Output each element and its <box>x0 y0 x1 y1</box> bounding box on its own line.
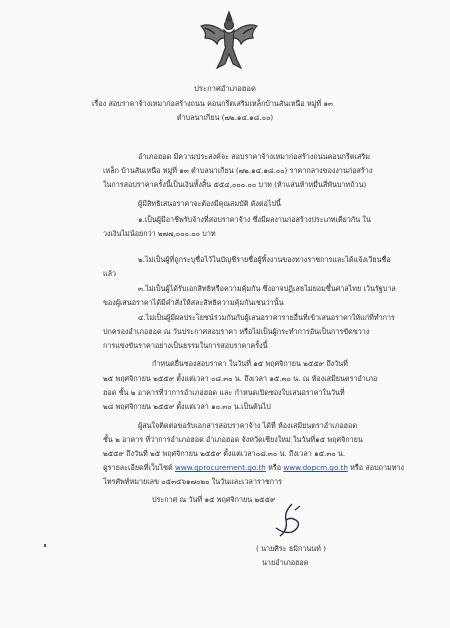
paragraph-line: ๒๘ พฤศจิกายน ๒๕๕๙ ตั้งแต่เวลา ๑๐.๓๐ น.เป็นต้นไป <box>103 402 271 411</box>
paragraph-line: ๔.ไม่เป็นผู้มีผลประโยชน์ร่วมกันกับผู้เสนอราคารายอื่นที่เข้าเสนอราคาให้แก่ที่ทำการ <box>138 313 395 322</box>
garuda-emblem-icon <box>197 8 261 74</box>
paragraph-line: ในการสอบราคาครั้งนี้เป็นเงินทั้งสิ้น ๕๕๔,๐๐๐.๐๐ บาท (ห้าแสนห้าหมื่นสี่พันบาทถ้วน) <box>103 180 367 189</box>
paragraph-line: ผู้สนใจติดต่อขอรับเอกสารสอบราคาจ้าง ได้ที่ ห้องเสมียนตราอำเภอฮอด <box>138 421 358 430</box>
website-prefix: ดูรายละเอียดที่เว็บไซต์ <box>103 463 173 472</box>
subject-line-2: ตำบลนาเกียน (๗๒.๑๔.๑๘.๐๐) <box>176 113 274 122</box>
subject-text: สอบราคาจ้างเหมาก่อสร้างถนน คอนกรีตเสริมเหล็กบ้านสันเหนือ หมู่ที่ ๑๓ <box>108 99 333 108</box>
phone-line: โทรศัพท์หมายเลข ๐๕๓๔๖๑๗๐๒๐ ในวันและเวลาราชการ <box>103 477 283 486</box>
paragraph-line: ของผู้เสนอราคาได้มีคำสั่งให้สละสิทธิความคุ้มกันเช่นว่านั้น <box>103 298 284 307</box>
signer-name: ( นายศิระ ธมิกานนท์ ) <box>256 544 326 553</box>
dopcm-link[interactable]: www.dopcm.go.th <box>283 463 348 472</box>
paragraph-line: ๑.เป็นผู้มีอาชีพรับจ้างที่สอบราคาจ้าง ซึ่งมีผลงานก่อสร้างประเภทเดียวกัน ใน <box>138 215 371 224</box>
paragraph-line: อำเภอฮอด มีความประสงค์จะ สอบราคาจ้างเหมาก่อสร้างถนนคอนกรีตเสริม <box>138 152 370 161</box>
subject-prefix: เรื่อง <box>92 99 107 108</box>
gprocurement-link[interactable]: www.gprocurement.go.th <box>174 463 266 472</box>
paragraph-line: เหล็ก บ้านสันเหนือ หมู่ที่ ๑๓ ตำบลนาเกียน (๗๒.๑๔.๑๘.๐๐) ราคากลางของงานก่อสร้าง <box>103 166 373 175</box>
paragraph-line: ฮอด ชั้น ๒ อาคารที่ว่าการอำเภอฮอด และ กำหนดเปิดซองใบเสนอราคาในวันที่ <box>103 388 345 397</box>
scan-speck <box>44 544 46 547</box>
paragraph-line: แล้ว <box>103 269 117 278</box>
paragraph-line: ผู้มีสิทธิเสนอราคาจะต้องมีคุณสมบัติ ดังต่อไปนี้ <box>138 199 281 208</box>
paragraph-line: ชั้น ๒ อาคาร ที่ว่าการอำเภอฮอด อำเภอฮอด จังหวัดเชียงใหม่ ในวันที่๑๕ พฤศจิกายน <box>103 435 363 444</box>
paragraph-line: ๒๕๕๙ ถึงวันที่ ๒๕ พฤศจิกายน ๒๕๕๙ ตั้งแต่เวลา๐๘.๓๐ น. ถึงเวลา ๑๕.๓๐ น. <box>103 449 346 458</box>
subject-line-1 <box>92 99 333 108</box>
org-title: ประกาศอำเภอฮอด <box>194 84 256 93</box>
website-or: หรือ <box>268 463 282 472</box>
signer-title: นายอำเภอฮอด <box>262 558 309 567</box>
paragraph-line: ๒๕ พฤศจิกายน ๒๕๕๙ ตั้งแต่เวลา ๐๘.๓๐ น. ถึงเวลา ๑๕.๓๐ น. ณ ห้องเสมียนตราอำเภอ <box>103 374 378 383</box>
paragraph-line: ปกครองอำเภอฮอด ณ วันประกาศสอบราคา หรือไม่เป็นผู้กระทำการอันเป็นการขัดขวาง <box>103 327 370 336</box>
handwritten-signature-icon <box>262 502 312 540</box>
paragraph-line: วงเงินไม่น้อยกว่า ๒๗๗,๐๐๐.๐๐ บาท <box>103 229 216 238</box>
paragraph-line: การแข่งขันราคาอย่างเป็นธรรมในการสอบราคาครั้งนี้ <box>103 341 268 350</box>
paragraph-line: ๒.ไม่เป็นผู้ที่ถูกระบุชื่อไว้ในบัญชีรายชื่อผู้ทิ้งงานของทางราชการและได้แจ้งเวียนชื่อ <box>138 255 391 264</box>
paragraph-line: ๓.ไม่เป็นผู้ได้รับเอกสิทธิหรือความคุ้มกัน ซึ่งอาจปฏิเสธไม่ยอมขึ้นศาลไทย เว้นรัฐบาล <box>138 284 396 293</box>
website-suffix: หรือ สอบถามทาง <box>350 463 405 472</box>
website-line <box>103 463 404 472</box>
announce-date: ประกาศ ณ วันที่ ๑๕ พฤศจิกายน ๒๕๕๙ <box>152 495 276 504</box>
paragraph-line: กำหนดยื่นซองสอบราคา ในวันที่ ๑๕ พฤศจิกายน ๒๕๕๙ ถึงวันที่ <box>152 359 348 368</box>
